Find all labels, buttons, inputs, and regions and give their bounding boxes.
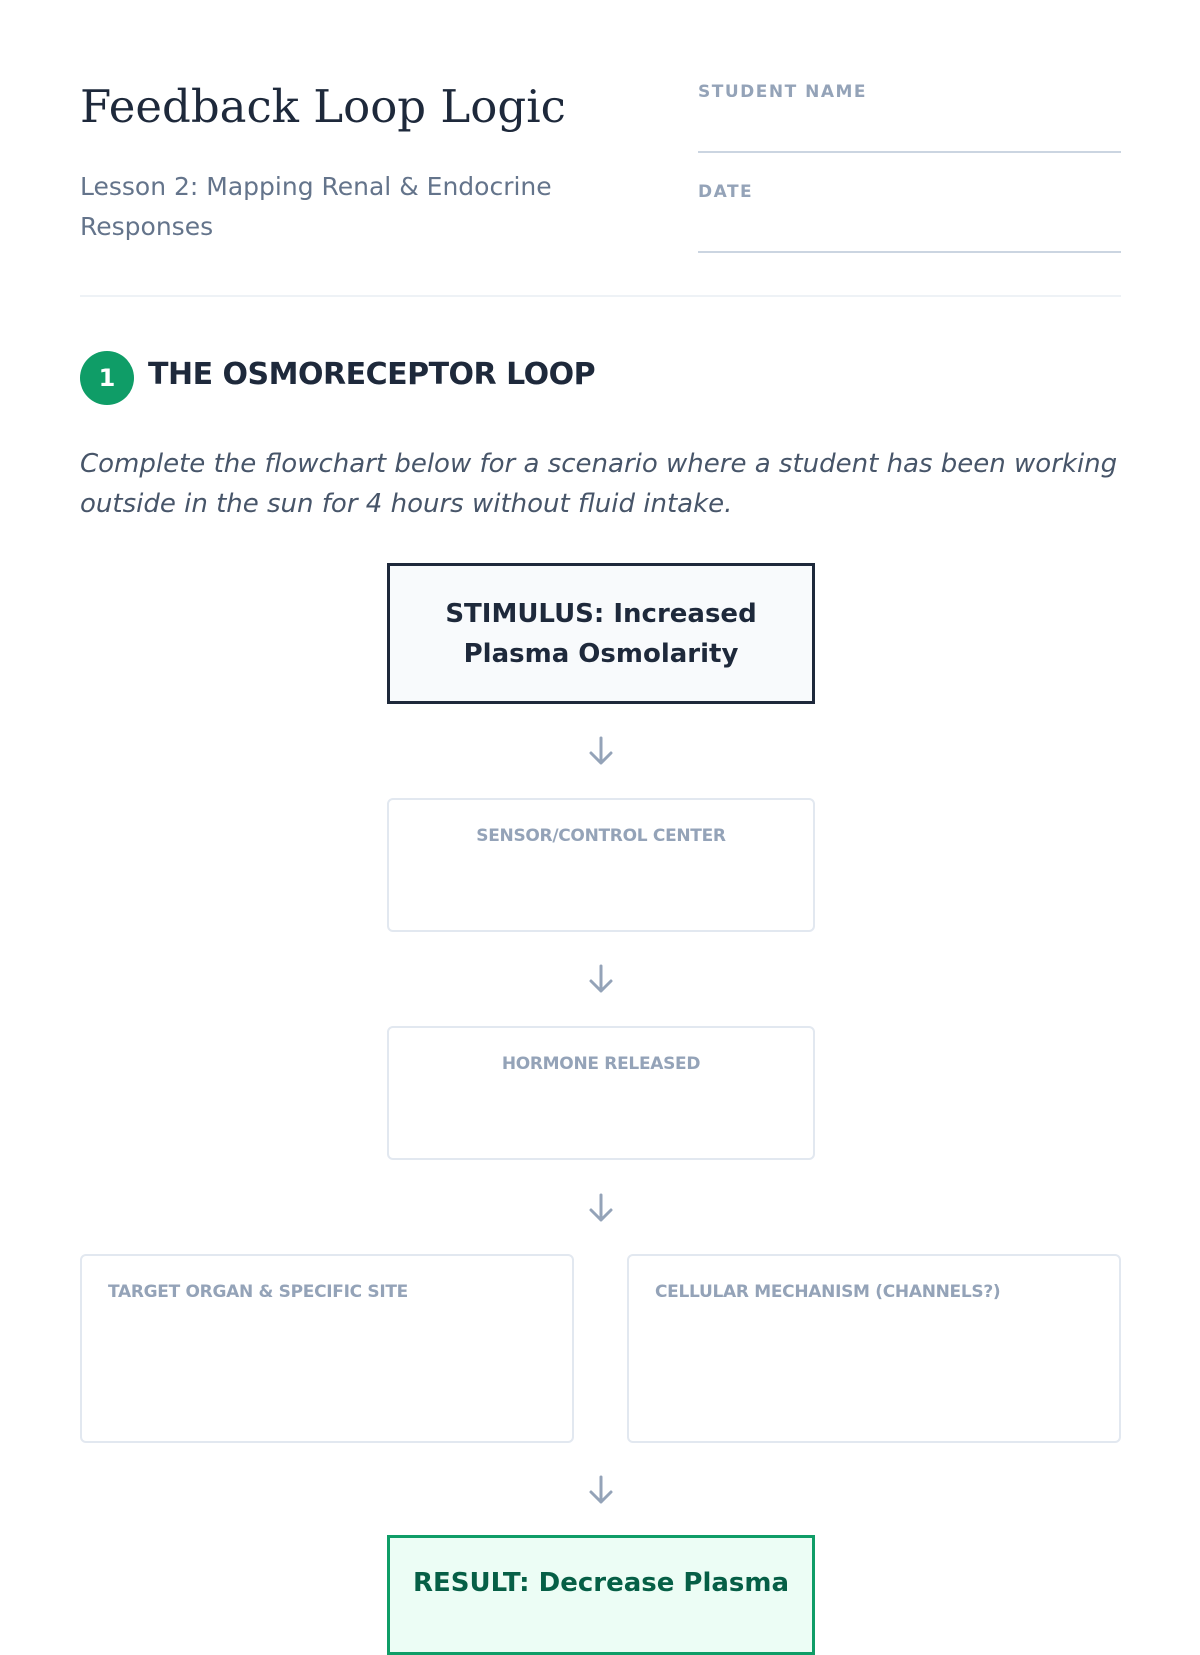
hormone-released-label: HORMONE RELEASED [501,1054,701,1074]
arrow-down-icon [584,1473,618,1507]
result-text: RESULT: Decrease Plasma [412,1568,790,1598]
student-name-label: STUDENT NAME [698,82,868,102]
cellular-mechanism-box[interactable] [627,1254,1121,1443]
hormone-released-box[interactable] [387,1026,815,1160]
date-field[interactable] [698,251,1121,253]
section-number-badge: 1 [80,351,134,405]
arrow-down-icon [584,962,618,996]
date-label: DATE [698,182,754,202]
stimulus-box [387,563,815,704]
page-subtitle: Lesson 2: Mapping Renal & Endocrine Responses [80,172,552,241]
section-title: THE OSMORECEPTOR LOOP [148,357,596,392]
arrow-down-icon [584,1191,618,1225]
target-organ-label: TARGET ORGAN & SPECIFIC SITE [108,1282,408,1302]
sensor-control-center-label: SENSOR/CONTROL CENTER [476,826,726,846]
stimulus-text: STIMULUS: Increased Plasma Osmolarity [445,598,757,669]
section-instructions: Complete the flowchart below for a scenario where a student has been working outside in the sun for 4 hours without fluid intake. [80,449,1118,519]
header-divider [80,295,1121,297]
student-name-field[interactable] [698,151,1121,153]
result-box [387,1535,815,1655]
page-title: Feedback Loop Logic [80,80,566,133]
cellular-mechanism-label: CELLULAR MECHANISM (CHANNELS?) [655,1282,1001,1302]
target-organ-box[interactable] [80,1254,574,1443]
arrow-down-icon [584,734,618,768]
sensor-control-center-box[interactable] [387,798,815,932]
